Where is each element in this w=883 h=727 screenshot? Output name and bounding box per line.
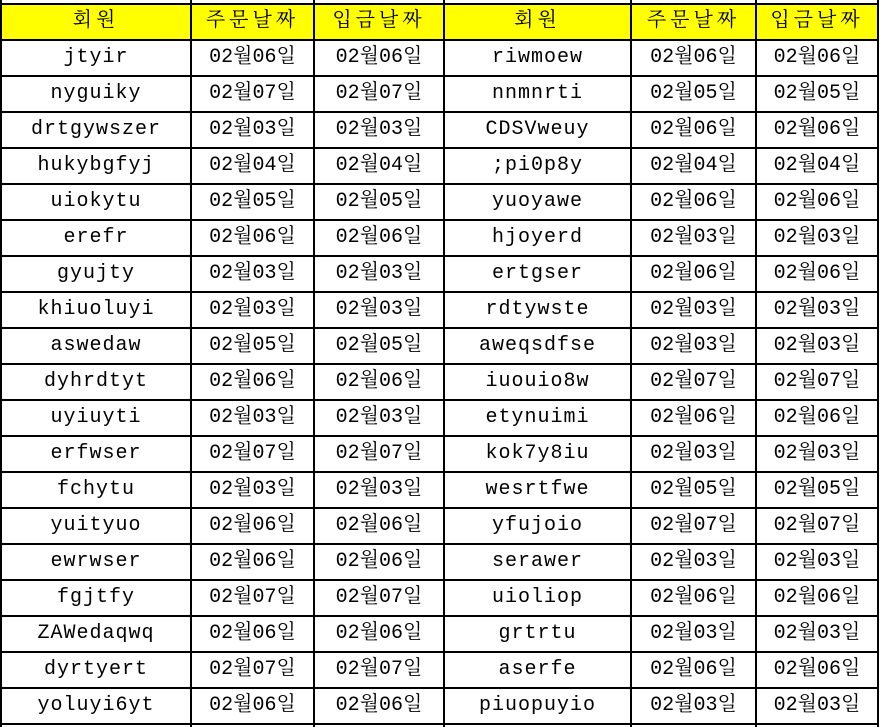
deposit-date-cell[interactable]: 02월06일 xyxy=(756,256,878,292)
deposit-date-cell[interactable]: 02월03일 xyxy=(314,400,444,436)
member-cell[interactable]: nnmnrti xyxy=(444,76,631,112)
header-cell-deposit-date-left[interactable]: 입금날짜 xyxy=(314,4,444,40)
order-date-cell[interactable]: 02월06일 xyxy=(631,256,756,292)
header-cell-member-left[interactable]: 회원 xyxy=(1,4,191,40)
deposit-date-cell[interactable]: 02월03일 xyxy=(756,436,878,472)
member-cell[interactable]: piuopuyio xyxy=(444,688,631,724)
header-cell-order-date-left[interactable]: 주문날짜 xyxy=(191,4,314,40)
order-date-cell[interactable]: 02월06일 xyxy=(191,544,314,580)
member-cell[interactable]: aserfe xyxy=(444,652,631,688)
order-date-cell[interactable]: 02월07일 xyxy=(191,652,314,688)
deposit-date-cell[interactable]: 02월03일 xyxy=(314,112,444,148)
deposit-date-cell[interactable]: 02월07일 xyxy=(314,76,444,112)
member-cell[interactable]: CDSVweuy xyxy=(444,112,631,148)
order-date-cell[interactable]: 02월07일 xyxy=(631,508,756,544)
order-date-cell[interactable]: 02월06일 xyxy=(631,400,756,436)
member-cell[interactable]: gyujty xyxy=(1,256,191,292)
order-date-cell[interactable]: 02월06일 xyxy=(631,580,756,616)
deposit-date-cell[interactable]: 02월03일 xyxy=(756,328,878,364)
deposit-date-cell[interactable]: 02월07일 xyxy=(756,364,878,400)
deposit-date-cell[interactable]: 02월06일 xyxy=(756,112,878,148)
table-row xyxy=(1,580,878,616)
table-row xyxy=(1,508,878,544)
table-row xyxy=(1,148,878,184)
order-date-cell[interactable]: 02월03일 xyxy=(191,256,314,292)
member-cell[interactable]: erefr xyxy=(1,220,191,256)
order-date-cell[interactable]: 02월07일 xyxy=(631,364,756,400)
member-cell[interactable]: etynuimi xyxy=(444,400,631,436)
order-date-cell[interactable]: 02월06일 xyxy=(191,220,314,256)
member-cell[interactable]: wesrtfwe xyxy=(444,472,631,508)
deposit-date-cell[interactable]: 02월06일 xyxy=(756,184,878,220)
member-cell[interactable]: ZAWedaqwq xyxy=(1,616,191,652)
member-cell[interactable]: drtgywszer xyxy=(1,112,191,148)
deposit-date-cell[interactable]: 02월06일 xyxy=(756,580,878,616)
deposit-date-cell[interactable]: 02월06일 xyxy=(314,544,444,580)
deposit-date-cell[interactable]: 02월06일 xyxy=(756,652,878,688)
order-date-cell[interactable]: 02월03일 xyxy=(631,436,756,472)
order-date-cell[interactable]: 02월05일 xyxy=(631,472,756,508)
table-row xyxy=(1,652,878,688)
member-cell[interactable]: uioliop xyxy=(444,580,631,616)
member-cell[interactable]: hjoyerd xyxy=(444,220,631,256)
deposit-date-cell[interactable]: 02월07일 xyxy=(314,436,444,472)
table-row xyxy=(1,328,878,364)
member-cell[interactable]: ;pi0p8y xyxy=(444,148,631,184)
header-row xyxy=(1,4,878,40)
table-row xyxy=(1,544,878,580)
header-cell-order-date-right[interactable]: 주문날짜 xyxy=(631,4,756,40)
table-row xyxy=(1,688,878,724)
order-date-cell[interactable]: 02월06일 xyxy=(191,40,314,76)
member-cell[interactable]: kok7y8iu xyxy=(444,436,631,472)
deposit-date-cell[interactable]: 02월06일 xyxy=(756,400,878,436)
table-row xyxy=(1,616,878,652)
member-cell[interactable]: riwmoew xyxy=(444,40,631,76)
table-row xyxy=(1,184,878,220)
deposit-date-cell[interactable]: 02월03일 xyxy=(314,256,444,292)
member-cell[interactable]: nyguiky xyxy=(1,76,191,112)
member-cell[interactable]: rdtywste xyxy=(444,292,631,328)
member-cell[interactable]: aweqsdfse xyxy=(444,328,631,364)
member-cell[interactable]: yuoyawe xyxy=(444,184,631,220)
deposit-date-cell[interactable]: 02월06일 xyxy=(314,688,444,724)
deposit-date-cell[interactable]: 02월04일 xyxy=(314,148,444,184)
order-date-cell[interactable]: 02월06일 xyxy=(631,112,756,148)
header-cell-deposit-date-right[interactable]: 입금날짜 xyxy=(756,4,878,40)
table-row xyxy=(1,472,878,508)
order-date-cell[interactable]: 02월06일 xyxy=(191,688,314,724)
deposit-date-cell[interactable]: 02월07일 xyxy=(314,652,444,688)
table-row xyxy=(1,400,878,436)
member-cell[interactable]: khiuoluyi xyxy=(1,292,191,328)
order-date-cell[interactable]: 02월07일 xyxy=(191,76,314,112)
order-date-cell[interactable]: 02월05일 xyxy=(631,76,756,112)
order-date-cell[interactable]: 02월07일 xyxy=(191,436,314,472)
deposit-date-cell[interactable]: 02월03일 xyxy=(314,292,444,328)
order-date-cell[interactable]: 02월04일 xyxy=(191,148,314,184)
deposit-date-cell[interactable]: 02월03일 xyxy=(756,220,878,256)
deposit-date-cell[interactable]: 02월03일 xyxy=(314,472,444,508)
order-date-cell[interactable]: 02월06일 xyxy=(631,40,756,76)
member-cell[interactable]: ertgser xyxy=(444,256,631,292)
order-date-cell[interactable]: 02월07일 xyxy=(191,580,314,616)
table-row xyxy=(1,220,878,256)
order-date-cell[interactable]: 02월06일 xyxy=(191,364,314,400)
order-date-cell[interactable]: 02월03일 xyxy=(191,472,314,508)
member-cell[interactable]: iuouio8w xyxy=(444,364,631,400)
deposit-date-cell[interactable]: 02월03일 xyxy=(756,544,878,580)
order-date-cell[interactable]: 02월03일 xyxy=(191,400,314,436)
member-cell[interactable]: dyhrdtyt xyxy=(1,364,191,400)
order-date-cell[interactable]: 02월05일 xyxy=(191,328,314,364)
order-date-cell[interactable]: 02월04일 xyxy=(631,148,756,184)
member-cell[interactable]: ewrwser xyxy=(1,544,191,580)
order-date-cell[interactable]: 02월05일 xyxy=(191,184,314,220)
order-date-cell[interactable]: 02월06일 xyxy=(631,184,756,220)
member-cell[interactable]: jtyir xyxy=(1,40,191,76)
order-date-cell[interactable]: 02월03일 xyxy=(631,616,756,652)
order-date-cell[interactable]: 02월06일 xyxy=(191,616,314,652)
table-row xyxy=(1,436,878,472)
member-cell[interactable]: fgjtfy xyxy=(1,580,191,616)
deposit-date-cell[interactable]: 02월05일 xyxy=(756,76,878,112)
deposit-date-cell[interactable]: 02월07일 xyxy=(756,508,878,544)
deposit-date-cell[interactable]: 02월05일 xyxy=(756,472,878,508)
deposit-date-cell[interactable]: 02월06일 xyxy=(314,616,444,652)
member-cell[interactable]: hukybgfyj xyxy=(1,148,191,184)
order-date-cell[interactable]: 02월03일 xyxy=(631,220,756,256)
member-cell[interactable]: dyrtyert xyxy=(1,652,191,688)
deposit-date-cell[interactable]: 02월05일 xyxy=(314,184,444,220)
table-row xyxy=(1,256,878,292)
order-date-cell[interactable]: 02월03일 xyxy=(631,328,756,364)
member-cell[interactable]: fchytu xyxy=(1,472,191,508)
order-date-cell[interactable]: 02월03일 xyxy=(191,292,314,328)
deposit-date-cell[interactable]: 02월05일 xyxy=(314,328,444,364)
table-row xyxy=(1,364,878,400)
member-cell[interactable]: yoluyi6yt xyxy=(1,688,191,724)
table-row xyxy=(1,112,878,148)
order-date-cell[interactable]: 02월03일 xyxy=(631,292,756,328)
header-cell-member-right[interactable]: 회원 xyxy=(444,4,631,40)
table-row xyxy=(1,40,878,76)
table-row xyxy=(1,76,878,112)
deposit-date-cell[interactable]: 02월07일 xyxy=(314,580,444,616)
deposit-date-cell[interactable]: 02월03일 xyxy=(756,688,878,724)
order-date-cell[interactable]: 02월06일 xyxy=(191,508,314,544)
member-cell[interactable]: grtrtu xyxy=(444,616,631,652)
table-row xyxy=(1,292,878,328)
deposit-date-cell[interactable]: 02월06일 xyxy=(314,364,444,400)
member-cell[interactable]: uiokytu xyxy=(1,184,191,220)
deposit-date-cell[interactable]: 02월06일 xyxy=(314,508,444,544)
member-cell[interactable]: aswedaw xyxy=(1,328,191,364)
member-cell[interactable]: uyiuyti xyxy=(1,400,191,436)
order-date-cell[interactable]: 02월03일 xyxy=(631,688,756,724)
member-cell[interactable]: erfwser xyxy=(1,436,191,472)
deposit-date-cell[interactable]: 02월03일 xyxy=(756,292,878,328)
member-cell[interactable]: yfujoio xyxy=(444,508,631,544)
deposit-date-cell[interactable]: 02월06일 xyxy=(314,40,444,76)
member-cell[interactable]: serawer xyxy=(444,544,631,580)
order-date-cell[interactable]: 02월06일 xyxy=(631,652,756,688)
deposit-date-cell[interactable]: 02월06일 xyxy=(756,40,878,76)
deposit-date-cell[interactable]: 02월04일 xyxy=(756,148,878,184)
order-date-cell[interactable]: 02월03일 xyxy=(631,544,756,580)
order-date-cell[interactable]: 02월03일 xyxy=(191,112,314,148)
member-cell[interactable]: yuityuo xyxy=(1,508,191,544)
deposit-date-cell[interactable]: 02월03일 xyxy=(756,616,878,652)
deposit-date-cell[interactable]: 02월06일 xyxy=(314,220,444,256)
